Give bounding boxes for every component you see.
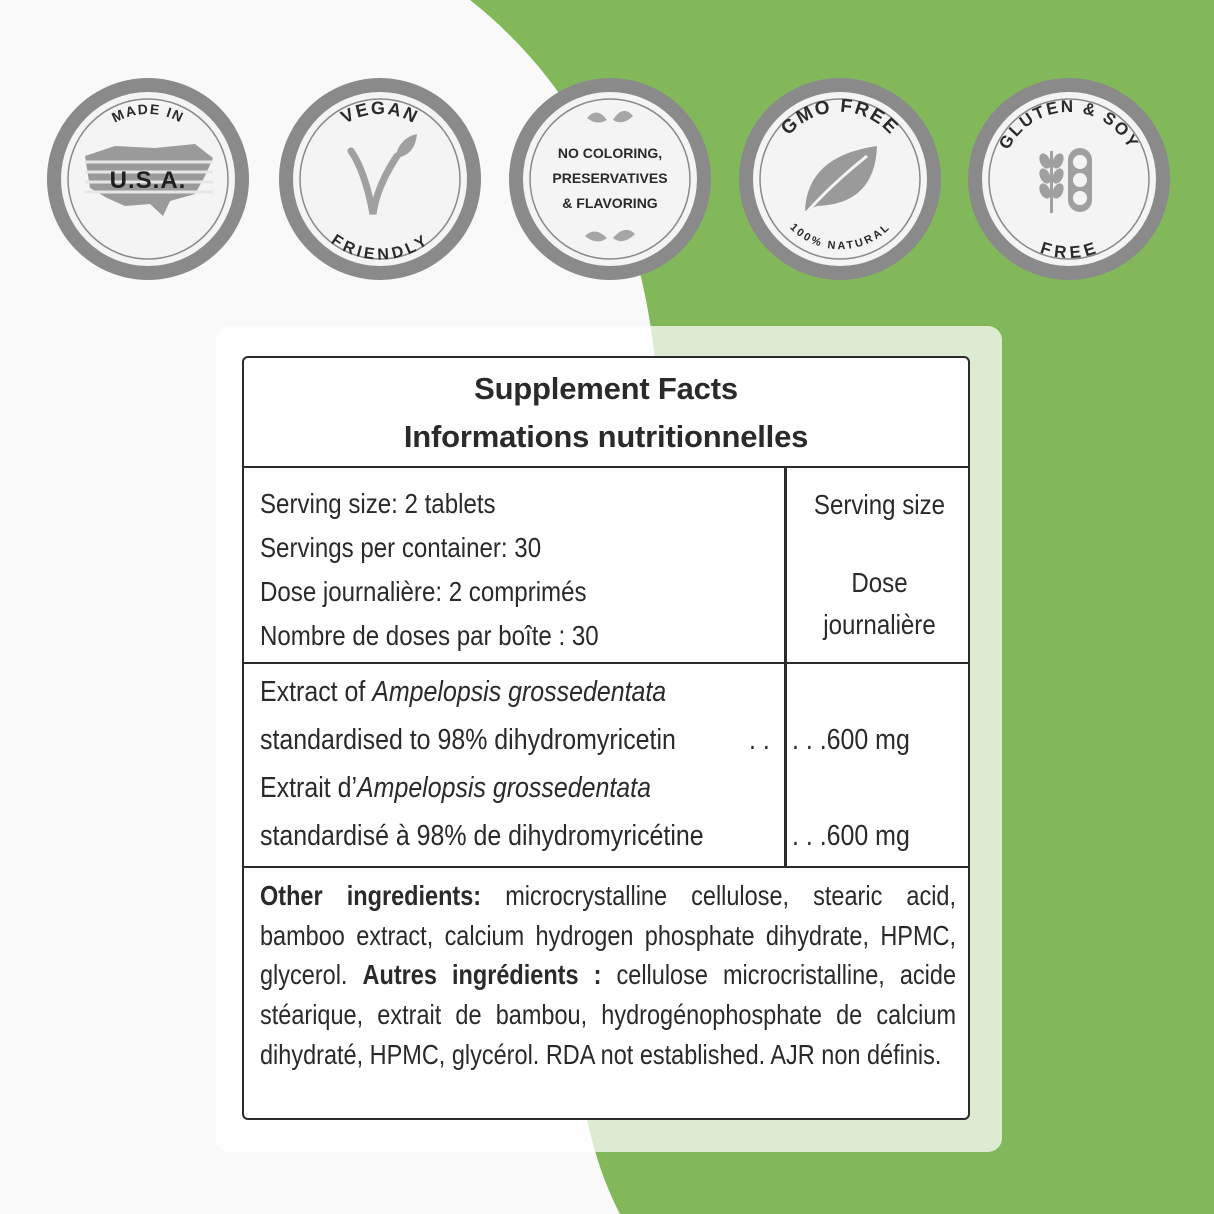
gluten-soy-free-badge (966, 76, 1172, 282)
facts-title-en: Supplement Facts (474, 371, 738, 406)
ingredient-row (244, 664, 968, 868)
ingredient-en-dots: . . (749, 724, 770, 756)
ingredient-fr-name: Extrait d’Ampelopsis grossedentata (260, 772, 651, 804)
servings-per-container-line: Servings per container: 30 (260, 532, 542, 563)
column-divider (784, 468, 787, 868)
dose-header-line2: journalière (823, 609, 936, 640)
made-in-usa-badge (45, 76, 251, 282)
serving-size-line: Serving size: 2 tablets (260, 488, 496, 519)
badge-natural-text: 100% NATURAL (787, 221, 893, 253)
other-ingredients-label-en: Other ingredients: (260, 880, 482, 911)
serving-info (260, 482, 599, 658)
other-ingredients (260, 876, 956, 1075)
badge-no-coloring-line1: NO COLORING, (557, 145, 663, 161)
facts-title-fr: Informations nutritionnelles (403, 419, 809, 454)
badge-usa-text: U.S.A. (109, 167, 187, 194)
badge-made-in-text: MADE IN (109, 100, 187, 126)
dose-header-line1: Dose (851, 567, 908, 598)
other-ingredients-text-en: microcrystalline cellulose, stearic acid, bamboo extract, calcium hydrogen phosphate dihydrate, HPMC, glycerol. (260, 880, 957, 991)
gmo-free-badge (737, 76, 943, 282)
facts-title (244, 358, 968, 468)
dose-journaliere-line: Dose journalière: 2 comprimés (260, 576, 587, 607)
ingredient-en-amount: . . .600 mg (792, 724, 910, 756)
serving-info-row (244, 468, 968, 664)
badge-gmo-free-text: GMO FREE (777, 95, 903, 140)
serving-size-header: Serving size (813, 489, 946, 520)
badge-free-text: FREE (1038, 238, 1100, 263)
vegan-friendly-badge (277, 76, 483, 282)
ingredient-fr-standardise: standardisé à 98% de dihydromyricétine (260, 820, 704, 852)
other-ingredients-label-fr: Autres ingrédients : (362, 959, 602, 991)
supplement-facts-panel (242, 356, 970, 1120)
ingredient-fr-amount: . . .600 mg (792, 820, 910, 852)
other-ingredients-text-fr: cellulose microcristalline, acide stéarique, extrait de bambou, hydrogénophosphate de calcium dihydraté, HPMC, glycérol. RDA not established. AJR non définis. (260, 959, 957, 1070)
no-coloring-badge (507, 76, 713, 282)
badge-no-coloring-line3: & FLAVORING (562, 195, 658, 211)
badge-vegan-text: VEGAN (337, 97, 423, 128)
badge-no-coloring-line2: PRESERVATIVES (552, 170, 668, 186)
ingredient-en-name: Extract of Ampelopsis grossedentata (260, 676, 667, 708)
doses-par-boite-line: Nombre de doses par boîte : 30 (260, 620, 599, 651)
badge-gluten-soy-text: GLUTEN & SOY (995, 96, 1143, 153)
ingredient-en-standardised: standardised to 98% dihydromyricetin (260, 724, 676, 756)
badge-friendly-text: FRIENDLY (327, 231, 432, 264)
